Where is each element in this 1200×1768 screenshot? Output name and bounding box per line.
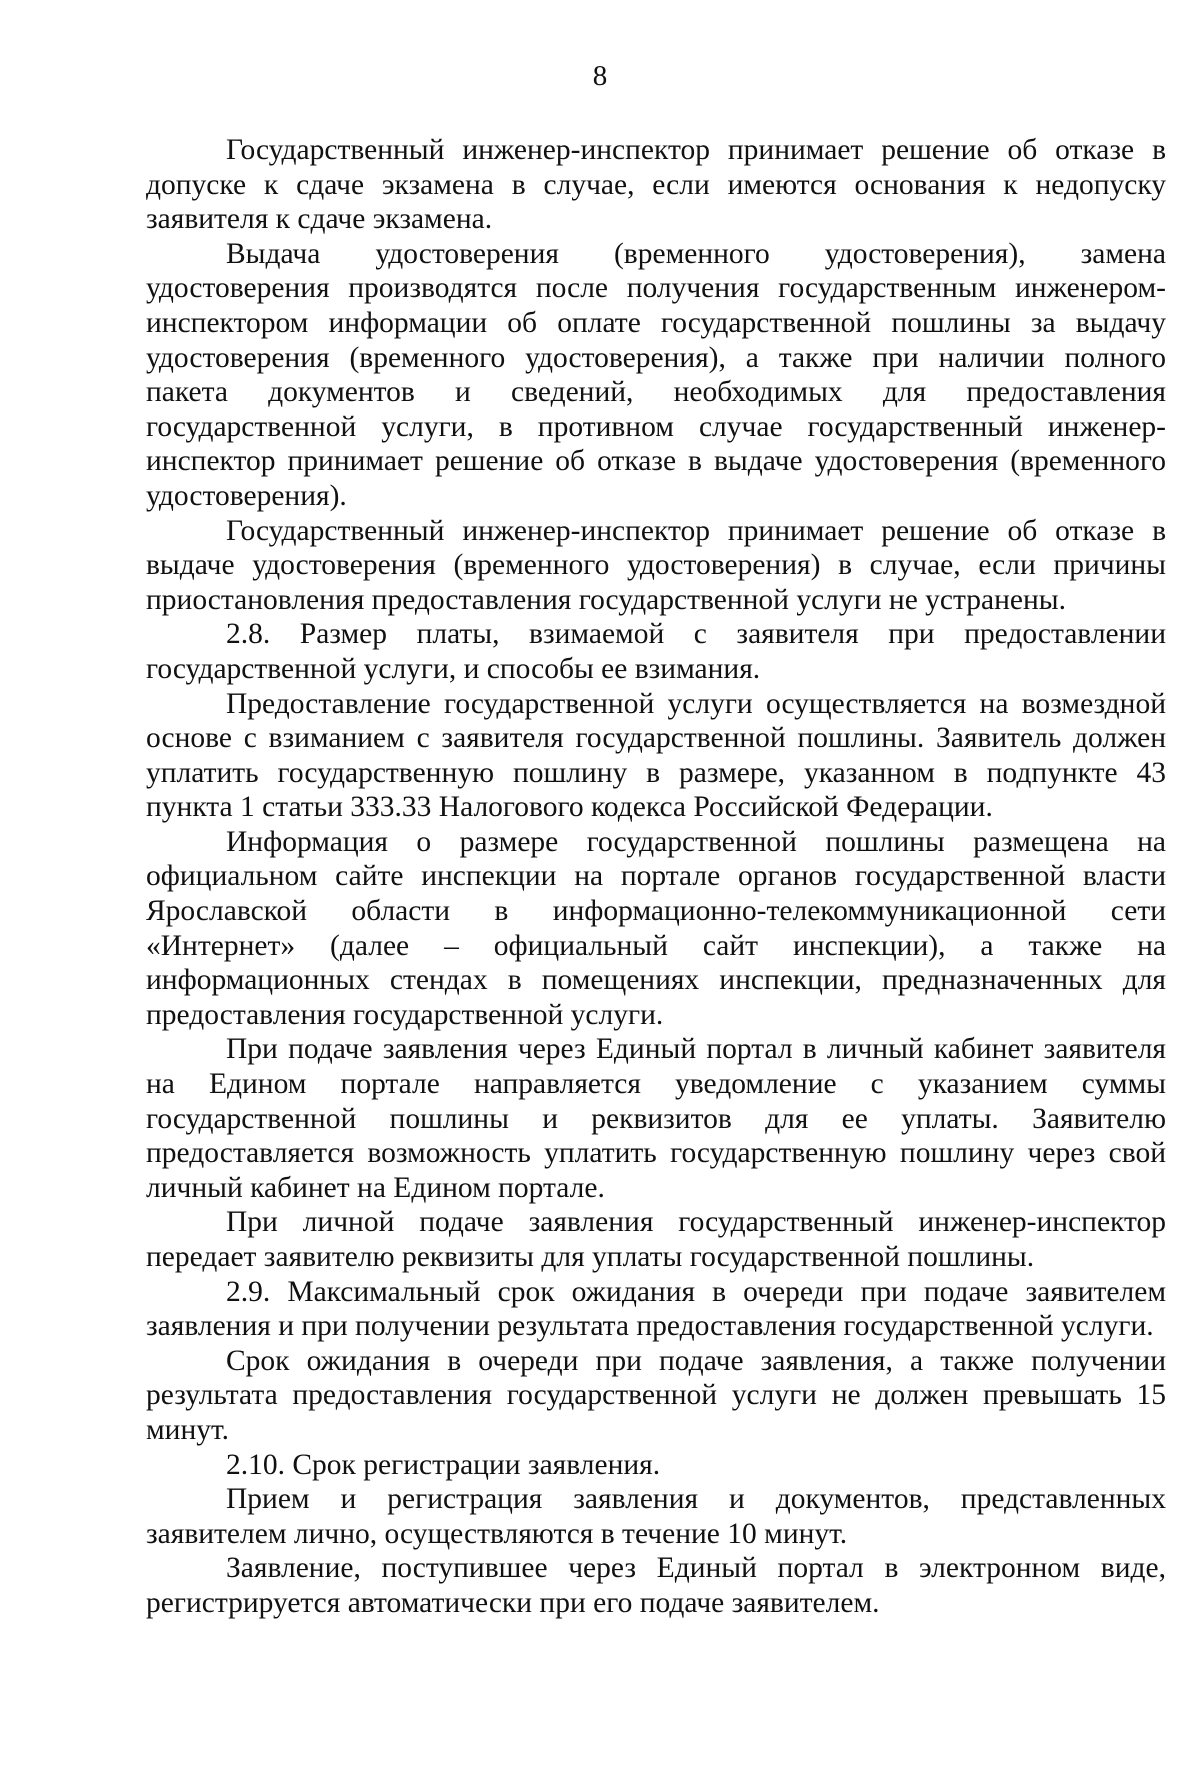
- section-heading-2-10: 2.10. Срок регистрации заявления.: [226, 1448, 661, 1481]
- paragraph: Прием и регистрация заявления и документов, представленных заявителем лично, осуществляются в течение 10 минут.: [146, 1483, 1166, 1550]
- paragraph: Выдача удостоверения (временного удостоверения), замена удостоверения производятся после получения государственным инженером-инспектором информации об оплате государственной пошлины за выдачу удостоверения (временного удостоверения), а также при наличии полного пакета документов и сведений, необходимых для предоставления государственной услуги, в противном случае государственный инженер-инспектор принимает решение об отказе в выдаче удостоверения (временного удостоверения).: [146, 237, 1166, 512]
- paragraph: Срок ожидания в очереди при подаче заявления, а также получении результата предоставления государственной услуги не должен превышать 15 минут.: [146, 1344, 1166, 1446]
- page-number: 8: [592, 60, 608, 92]
- section-heading-2-8: 2.8. Размер платы, взимаемой с заявителя при предоставлении государственной услуги, и способы ее взимания.: [146, 618, 1166, 685]
- paragraph: При подаче заявления через Единый портал в личный кабинет заявителя на Едином портале направляется уведомление с указанием суммы государственной пошлины и реквизитов для ее уплаты. Заявителю предоставляется возможность уплатить государственную пошлину через свой личный кабинет на Едином портале.: [146, 1033, 1166, 1204]
- section-heading-2-9: 2.9. Максимальный срок ожидания в очереди при подаче заявителем заявления и при получении результата предоставления государственной услуги.: [146, 1275, 1166, 1343]
- paragraph: Государственный инженер-инспектор принимает решение об отказе в выдаче удостоверения (временного удостоверения) в случае, если причины приостановления предоставления государственной услуги не устранены.: [146, 514, 1166, 616]
- document-body: [146, 133, 1166, 1621]
- paragraph: Государственный инженер-инспектор принимает решение об отказе в допуске к сдаче экзамена в случае, если имеются основания к недопуску заявителя к сдаче экзамена.: [146, 134, 1166, 236]
- paragraph: Заявление, поступившее через Единый портал в электронном виде, регистрируется автоматически при его подаче заявителем.: [146, 1552, 1166, 1619]
- paragraph: При личной подаче заявления государственный инженер-инспектор передает заявителю реквизиты для уплаты государственной пошлины.: [146, 1206, 1166, 1273]
- paragraph: Предоставление государственной услуги осуществляется на возмездной основе с взиманием с заявителя государственной пошлины. Заявитель должен уплатить государственную пошлину в размере, указанном в подпункте 43 пункта 1 статьи 333.33 Налогового кодекса Российской Федерации.: [146, 687, 1166, 824]
- paragraph: Информация о размере государственной пошлины размещена на официальном сайте инспекции на портале органов государственной власти Ярославской области в информационно-телекоммуникационной сети «Интернет» (далее – официальный сайт инспекции), а также на информационных стендах в помещениях инспекции, предназначенных для предоставления государственной услуги.: [146, 825, 1166, 1031]
